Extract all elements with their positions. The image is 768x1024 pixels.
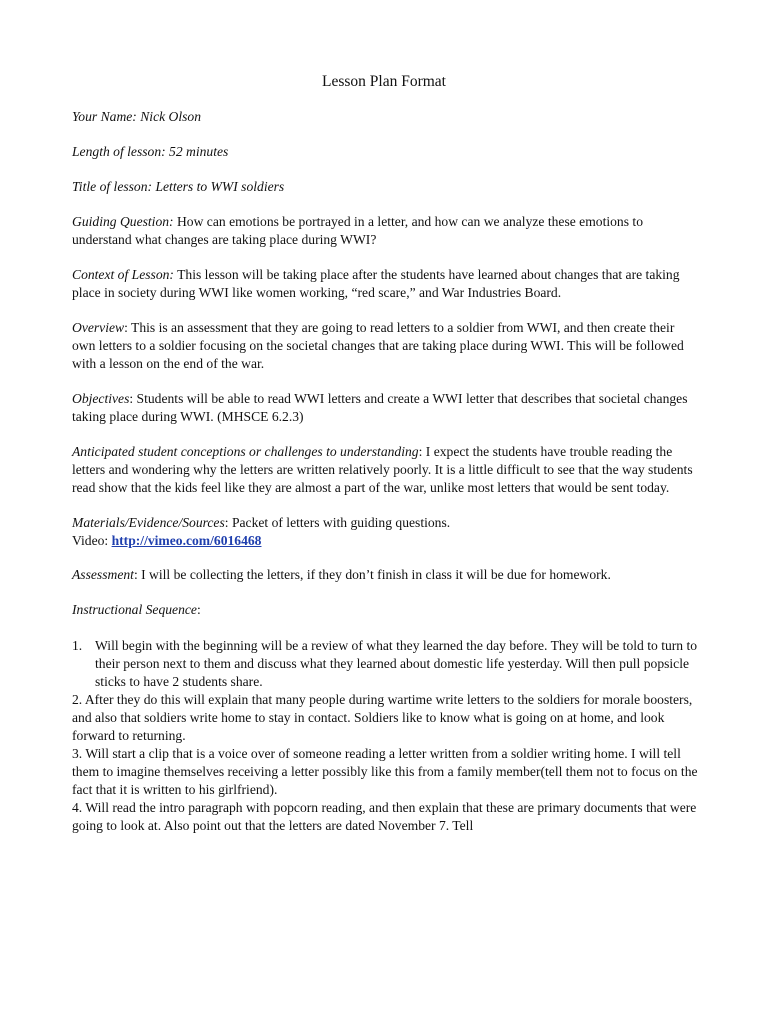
sequence-item-number: 1. <box>72 638 83 653</box>
objectives-label: Objectives <box>72 391 130 406</box>
guiding-question-text: How can emotions be portrayed in a letter, and how can we analyze these emotions to understand what changes are taking place during WWI? <box>72 214 643 247</box>
sequence-item <box>72 637 698 691</box>
guiding-question-label: Guiding Question: <box>72 214 174 229</box>
assessment-text: : I will be collecting the letters, if they don’t finish in class it will be due for homework. <box>133 567 611 582</box>
context-label: Context of Lesson: <box>72 267 174 282</box>
context-of-lesson <box>72 266 698 302</box>
document-title: Lesson Plan Format <box>322 73 446 90</box>
video-link[interactable]: http://vimeo.com/6016468 <box>111 533 262 548</box>
context-text: This lesson will be taking place after the students have learned about changes that are taking place in society during WWI like women working, “red scare,” and War Industries Board. <box>72 267 680 300</box>
objectives <box>72 390 698 426</box>
sequence-item: 3. Will start a clip that is a voice over of someone reading a letter written from a soldier writing home. I will tell them to imagine themselves receiving a letter possibly like this from a family member(tell them not to focus on the fact that it is written to his girlfriend). <box>72 746 698 797</box>
materials <box>72 514 698 550</box>
guiding-question <box>72 213 698 249</box>
materials-label: Materials/Evidence/Sources <box>72 515 225 530</box>
overview <box>72 319 698 373</box>
sequence-item: 4. Will read the intro paragraph with popcorn reading, and then explain that these are primary documents that were going to look at. Also point out that the letters are dated November 7. Tell <box>72 800 697 833</box>
anticipated-challenges <box>72 443 698 497</box>
lesson-title: Title of lesson: Letters to WWI soldiers <box>72 179 285 194</box>
video-label: Video: <box>72 533 112 548</box>
assessment <box>72 566 698 584</box>
sequence-item-text: Will begin with the beginning will be a review of what they learned the day before. They will be told to turn to their person next to them and discuss what they learned about domestic life yesterday. Will then pull popsicle sticks to have 2 students share. <box>95 638 698 689</box>
document-body <box>72 108 698 835</box>
objectives-text: : Students will be able to read WWI letters and create a WWI letter that describes that societal changes taking place during WWI. (MHSCE 6.2.3) <box>72 391 688 424</box>
anticipated-label: Anticipated student conceptions or challenges to understanding <box>72 444 419 459</box>
lesson-length: Length of lesson: 52 minutes <box>72 144 229 159</box>
overview-text: : This is an assessment that they are going to read letters to a soldier from WWI, and then create their own letters to a soldier focusing on the societal changes that are taking place during WWI. This will be followed with a lesson on the end of the war. <box>72 320 684 371</box>
overview-label: Overview <box>72 320 125 335</box>
assessment-label: Assessment <box>72 567 134 582</box>
your-name: Your Name: Nick Olson <box>72 109 202 124</box>
materials-text: : Packet of letters with guiding questions. <box>224 515 451 530</box>
sequence-colon: : <box>196 602 201 617</box>
anticipated-text: : I expect the students have trouble reading the letters and wondering why the letters are written relatively poorly. It is a little difficult to see that the way students read show that the kids feel like they are almost a part of the war, unlike most letters that would be sent today. <box>72 444 693 495</box>
sequence-item: 2. After they do this will explain that many people during wartime write letters to the soldiers for morale boosters, and also that soldiers write home to stay in contact. Soldiers like to know what is going on at home, and look forward to returning. <box>72 692 693 743</box>
instructional-sequence-heading <box>72 601 698 619</box>
sequence-label: Instructional Sequence <box>72 602 197 617</box>
